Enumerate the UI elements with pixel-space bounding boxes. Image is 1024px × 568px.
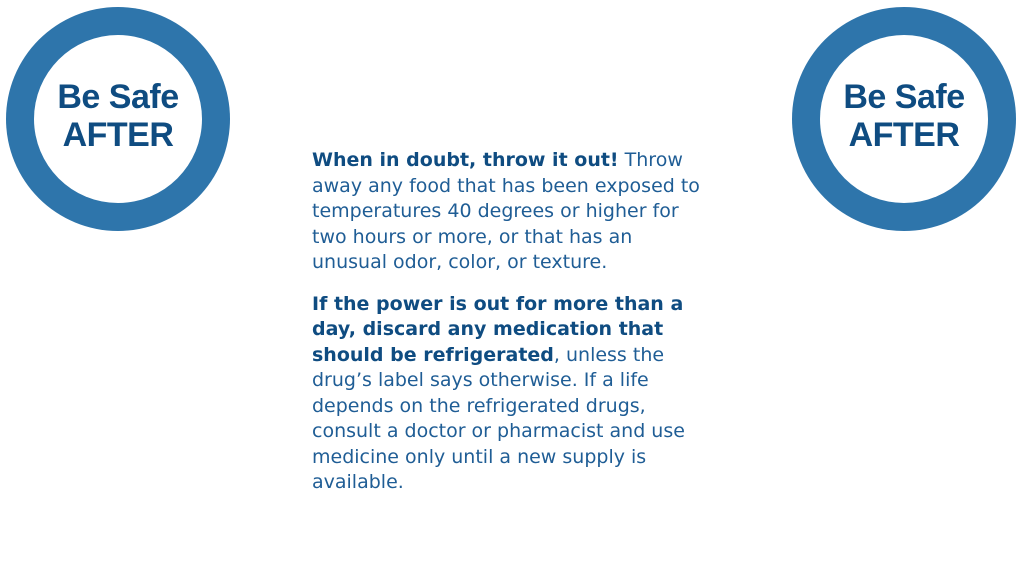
- medication-body: , unless the drug’s label says otherwise. If a life depends on the refrigerated drugs, consult a doctor or pharmacist and use medicine only until a new supply is available.: [312, 343, 685, 493]
- badge-title-line1: Be Safe: [57, 78, 179, 116]
- medication-paragraph: [312, 292, 712, 496]
- food-safety-body: Throw away any food that has been exposed to temperatures 40 degrees or higher for two hours or more, or that has an unusual odor, color, or texture.: [312, 149, 700, 273]
- food-safety-paragraph: [312, 148, 712, 276]
- badge-title-line2: AFTER: [62, 116, 174, 154]
- badge-inner-circle: [34, 35, 202, 203]
- badge-title-line2: AFTER: [848, 116, 960, 154]
- badge-inner-circle: [820, 35, 988, 203]
- food-safety-heading: When in doubt, throw it out!: [312, 149, 619, 171]
- medication-heading: If the power is out for more than a day, discard any medication that should be refrigerated: [312, 292, 684, 366]
- be-safe-after-badge-right: [792, 7, 1016, 231]
- safety-guidance-text: [312, 148, 712, 512]
- be-safe-after-badge-left: [6, 7, 230, 231]
- badge-title-line1: Be Safe: [843, 78, 965, 116]
